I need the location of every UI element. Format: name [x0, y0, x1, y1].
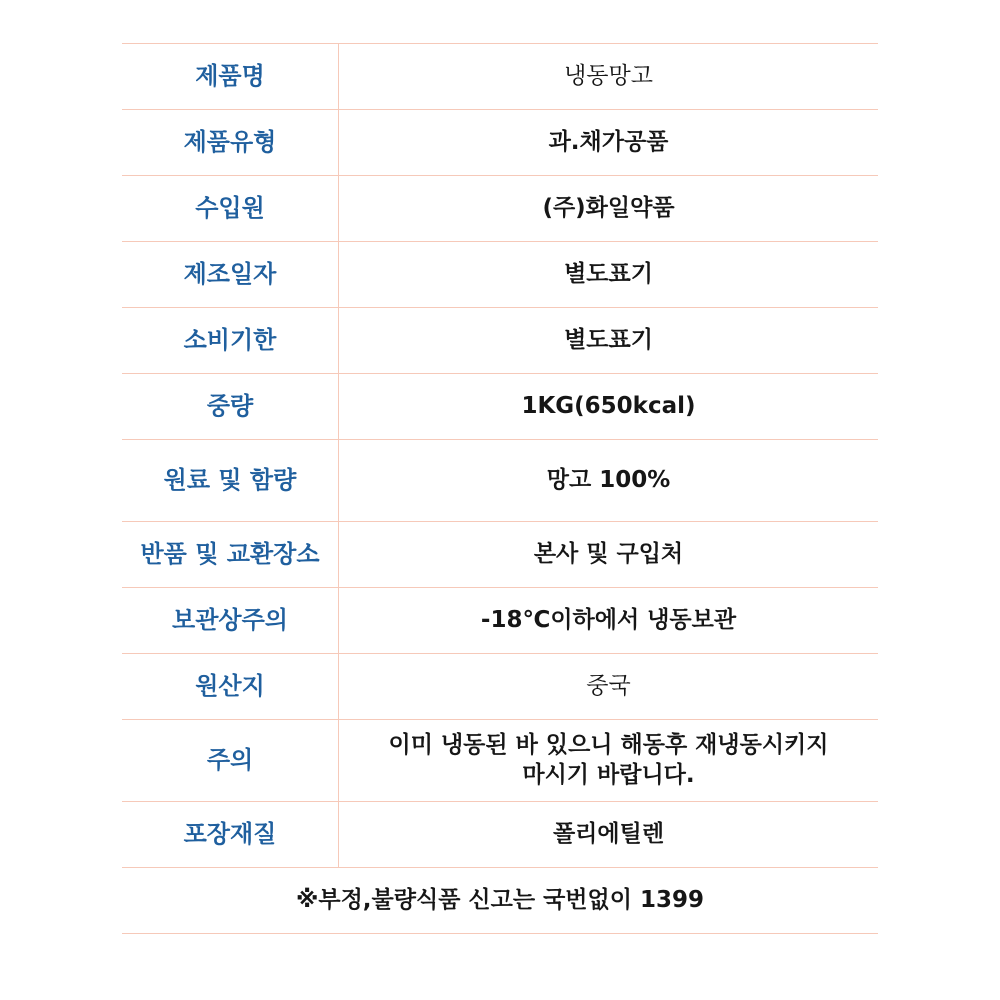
row-product-type — [122, 110, 878, 176]
row-product-name — [122, 44, 878, 110]
label-expiry-date: 소비기한 — [122, 308, 339, 374]
value-caution-line-2: 마시기 바랍니다. — [522, 761, 695, 788]
label-importer: 수입원 — [122, 176, 339, 242]
row-report-notice — [122, 868, 878, 934]
row-packaging — [122, 802, 878, 868]
label-manufacture-date: 제조일자 — [122, 242, 339, 308]
label-packaging: 포장재질 — [122, 802, 339, 868]
value-origin: 중국 — [339, 654, 879, 720]
value-caution-line-1: 이미 냉동된 바 있으니 해동후 재냉동시키지 — [388, 731, 829, 758]
row-origin — [122, 654, 878, 720]
row-ingredients — [122, 440, 878, 522]
value-packaging: 폴리에틸렌 — [339, 802, 879, 868]
row-manufacture-date — [122, 242, 878, 308]
row-caution — [122, 720, 878, 802]
value-weight: 1KG(650kcal) — [339, 374, 879, 440]
row-expiry-date — [122, 308, 878, 374]
value-product-name: 냉동망고 — [339, 44, 879, 110]
label-product-type: 제품유형 — [122, 110, 339, 176]
row-weight — [122, 374, 878, 440]
row-importer — [122, 176, 878, 242]
label-ingredients: 원료 및 함량 — [122, 440, 339, 522]
value-storage-caution: -18℃이하에서 냉동보관 — [339, 588, 879, 654]
value-ingredients: 망고 100% — [339, 440, 879, 522]
value-importer: (주)화일약품 — [339, 176, 879, 242]
label-caution: 주의 — [122, 720, 339, 802]
value-expiry-date: 별도표기 — [339, 308, 879, 374]
label-origin: 원산지 — [122, 654, 339, 720]
row-return-place — [122, 522, 878, 588]
report-notice: ※부정,불량식품 신고는 국번없이 1399 — [122, 868, 878, 934]
product-info-table — [122, 43, 878, 934]
label-return-place: 반품 및 교환장소 — [122, 522, 339, 588]
value-return-place: 본사 및 구입처 — [339, 522, 879, 588]
label-weight: 중량 — [122, 374, 339, 440]
row-storage-caution — [122, 588, 878, 654]
value-manufacture-date: 별도표기 — [339, 242, 879, 308]
value-product-type: 과.채가공품 — [339, 110, 879, 176]
value-caution — [339, 720, 879, 802]
label-storage-caution: 보관상주의 — [122, 588, 339, 654]
label-product-name: 제품명 — [122, 44, 339, 110]
